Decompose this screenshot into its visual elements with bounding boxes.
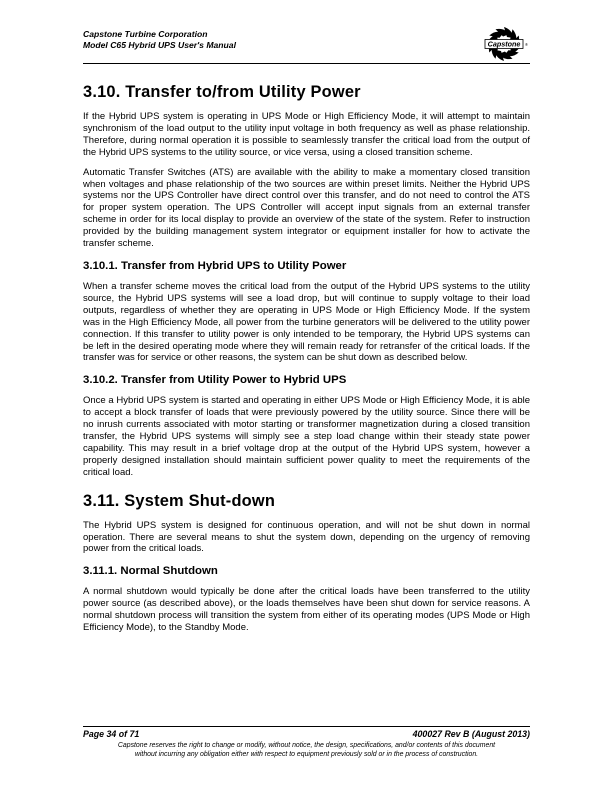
footer-disclaimer: [83, 741, 530, 759]
section-title-3-11: 3.11. System Shut-down: [83, 491, 276, 510]
paragraph: The Hybrid UPS system is designed for continuous operation, and will not be shut down in normal operation. There are several means to shut the system down, depending on the urgency of removing power from the critical loads.: [83, 519, 530, 555]
paragraph: Automatic Transfer Switches (ATS) are available with the ability to make a momentary closed transition when voltages and phase relationship of the two sources are within preset limits. Neither the Hybrid UPS systems nor the UPS Controller have direct control over this transfer, and do not need to control the ATS for proper system operation. The UPS Controller will accept input signals from an external transfer scheme in order for its local display to provide an overview of the state of the system. Refer to instruction provided by the building management system integrator or equipment installer for how to activate the transfer scheme.: [83, 166, 530, 250]
disclaimer-line: Capstone reserves the right to change or modify, without notice, the design, specifications, and/or contents of this document: [117, 742, 496, 749]
page-body: [83, 83, 530, 642]
section-title-3-10: 3.10. Transfer to/from Utility Power: [83, 83, 361, 101]
logo-registered-mark: ®: [525, 42, 528, 47]
capstone-logo: [474, 24, 538, 64]
paragraph: When a transfer scheme moves the critical load from the output of the Hybrid UPS systems to the utility source, the Hybrid UPS systems will see a load drop, but will continue to supply voltage to their load outputs, regardless of whether they are operating in UPS Mode or High Efficiency Mode. If the system was in the High Efficiency Mode, all power from the turbine generators will be delivered to the utility power connection. If this transfer to utility power is only intended to be temporary, the Hybrid UPS systems can be left in the desired operating mode where they will remain ready for retransfer of the critical loads. If the transfer was for service or other reasons, the system can be shut down as described below.: [83, 280, 530, 364]
subsection-title-3-11-1: 3.11.1. Normal Shutdown: [83, 565, 218, 578]
paragraph: Once a Hybrid UPS system is started and operating in either UPS Mode or High Efficiency Mode, it is able to accept a block transfer of loads that were previously powered by the utility source. Since there will be no inrush currents associated with motor starting or transformer magnetization during a closed transition transfer, the Hybrid UPS systems will simply see a step load change within their steady state power capability. This may result in a brief voltage drop at the output of the Hybrid UPS system, however a properly designed installation should maintain sufficient power quality to meet the requirements of the critical load.: [83, 395, 530, 478]
document-revision: 400027 Rev B (August 2013): [412, 729, 530, 739]
page-number: Page 34 of 71: [83, 729, 140, 739]
paragraph: A normal shutdown would typically be done after the critical loads have been transferred to the utility power source (as described above), or the loads themselves have been shut down for service reasons. A normal shutdown process will transition the system from either of its operating modes (UPS Mode or High Efficiency Mode), to the Standby Mode.: [83, 586, 530, 634]
paragraph: If the Hybrid UPS system is operating in UPS Mode or High Efficiency Mode, it will attempt to maintain synchronism of the load output to the utility input voltage in both frequency as well as phase relationship. Therefore, during normal operation it is possible to seamlessly transfer the critical load from the output of the Hybrid UPS systems to the utility source, or vice versa, using a closed transition scheme.: [83, 111, 530, 158]
company-name: Capstone Turbine Corporation: [83, 29, 208, 39]
page-header: [83, 29, 236, 51]
logo-text: Capstone: [487, 39, 521, 49]
subsection-title-3-10-2: 3.10.2. Transfer from Utility Power to Hybrid UPS: [83, 374, 347, 387]
subsection-title-3-10-1: 3.10.1. Transfer from Hybrid UPS to Utility Power: [83, 259, 347, 272]
footer-divider: [83, 726, 530, 727]
disclaimer-line: without incurring any obligation either with respect to equipment previously sold or in the process of construction.: [134, 751, 479, 758]
manual-title: Model C65 Hybrid UPS User's Manual: [83, 40, 236, 50]
header-divider: [83, 63, 530, 64]
